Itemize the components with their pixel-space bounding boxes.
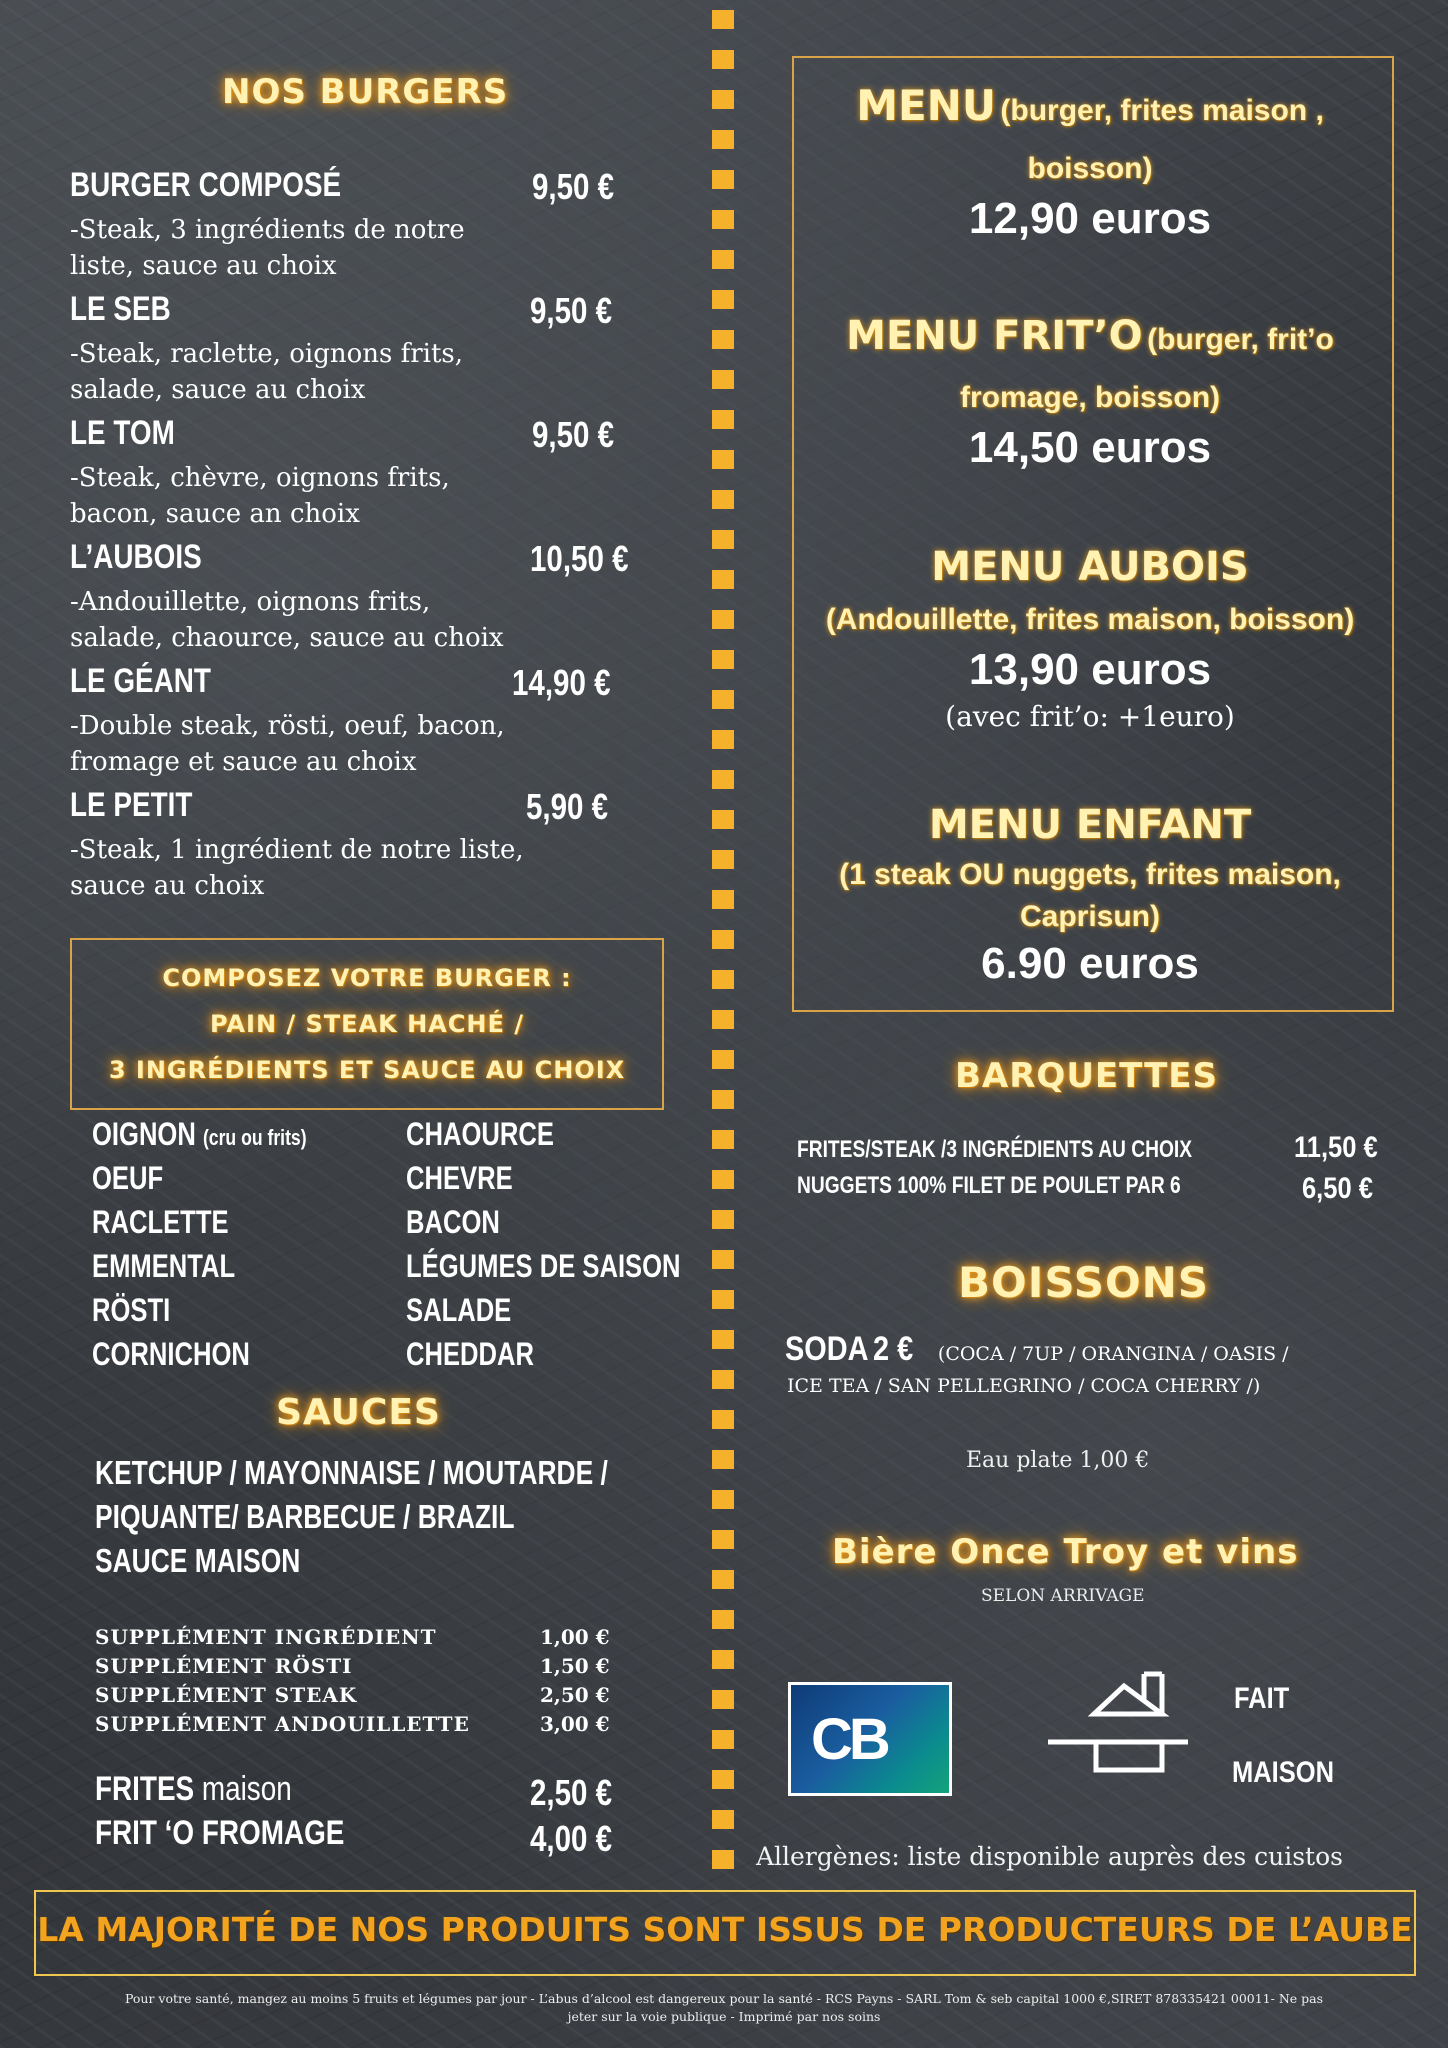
ingredient-item: RÖSTI — [92, 1292, 171, 1328]
divider-dash — [712, 890, 734, 909]
divider-dash — [712, 1530, 734, 1549]
ingredient-item — [92, 1112, 307, 1160]
divider-dash — [712, 1490, 734, 1509]
banner-text: LA MAJORITÉ DE NOS PRODUITS SONT ISSUS DE PRODUCTEURS DE L’AUBE — [37, 1910, 1413, 1949]
divider-dash — [712, 1730, 734, 1749]
burger-desc: bacon, sauce an choix — [70, 499, 360, 529]
barquette-price: 6,50 € — [1302, 1172, 1373, 1205]
soda-line — [785, 1330, 1289, 1369]
divider-dash — [712, 530, 734, 549]
side-label-bold: FRITES — [95, 1770, 202, 1808]
divider-dash — [712, 1330, 734, 1349]
supplement-price: 1,50 € — [540, 1654, 610, 1678]
supplement-label: SUPPLÉMENT INGRÉDIENT — [95, 1625, 437, 1649]
burger-desc: -Steak, chèvre, oignons frits, — [70, 463, 450, 493]
divider-dash — [712, 970, 734, 989]
ingredient-item: OEUF — [92, 1160, 164, 1196]
side-price: 2,50 € — [530, 1772, 613, 1813]
divider-dash — [712, 1410, 734, 1429]
ingredient-item: CHEDDAR — [406, 1336, 534, 1372]
menu-block — [790, 538, 1390, 738]
menu-block — [790, 796, 1390, 990]
fait-maison-label: MAISON — [1232, 1756, 1334, 1789]
ingredient-item: BACON — [406, 1204, 500, 1240]
menu-title: MENU AUBOIS — [931, 544, 1249, 590]
boissons-title: BOISSONS — [958, 1258, 1210, 1307]
divider-dash — [712, 490, 734, 509]
divider-dash — [712, 130, 734, 149]
footer-text — [0, 1990, 1448, 2026]
divider-dash — [712, 250, 734, 269]
barquette-price: 11,50 € — [1294, 1131, 1378, 1164]
sauces-title: SAUCES — [276, 1392, 441, 1433]
menu-price: 13,90 euros — [968, 645, 1212, 694]
ingredient-item: LÉGUMES DE SAISON — [406, 1248, 681, 1284]
sauce-line: PIQUANTE/ BARBECUE / BRAZIL — [95, 1498, 515, 1535]
ingredient-item: RACLETTE — [92, 1204, 229, 1240]
divider-dash — [712, 730, 734, 749]
burger-desc: liste, sauce au choix — [70, 251, 337, 281]
burger-desc: -Steak, raclette, oignons frits, — [70, 339, 464, 369]
soda-price: 2 € — [873, 1330, 914, 1368]
center-dashed-divider — [712, 10, 734, 1900]
side-price: 4,00 € — [530, 1818, 613, 1859]
supplement-label: SUPPLÉMENT RÖSTI — [95, 1654, 353, 1678]
soda-label: SODA — [785, 1330, 869, 1368]
barquettes-title: BARQUETTES — [955, 1056, 1219, 1096]
burger-name: BURGER COMPOSÉ — [70, 166, 342, 204]
divider-dash — [712, 90, 734, 109]
divider-dash — [712, 170, 734, 189]
side-label: FRIT ‘O FROMAGE — [95, 1814, 345, 1852]
sauce-line: KETCHUP / MAYONNAISE / MOUTARDE / — [95, 1454, 608, 1491]
footer-line: jeter sur la voie publique - Imprimé par nos soins — [567, 2009, 881, 2024]
burger-desc: salade, chaource, sauce au choix — [70, 623, 504, 653]
burger-price: 9,50 € — [530, 290, 613, 331]
fait-maison-label: FAIT — [1234, 1682, 1290, 1715]
divider-dash — [712, 1090, 734, 1109]
burger-price: 14,90 € — [512, 662, 611, 703]
divider-dash — [712, 290, 734, 309]
menu-block — [790, 308, 1390, 473]
biere-title: Bière Once Troy et vins — [832, 1532, 1299, 1572]
divider-dash — [712, 450, 734, 469]
ingredient-item: EMMENTAL — [92, 1248, 236, 1284]
side-label-rest: maison — [201, 1770, 292, 1808]
barquette-label: FRITES/STEAK /3 INGRÉDIENTS AU CHOIX — [797, 1136, 1193, 1163]
burgers-title: NOS BURGERS — [222, 72, 509, 112]
menu-title: MENU — [856, 81, 996, 130]
ingredient-note: (cru ou frits) — [202, 1125, 307, 1150]
divider-dash — [712, 370, 734, 389]
divider-dash — [712, 1050, 734, 1069]
burger-price: 5,90 € — [526, 786, 609, 827]
menu-note: (avec frit’o: +1euro) — [945, 700, 1235, 733]
burger-price: 10,50 € — [530, 538, 629, 579]
supplement-label: SUPPLÉMENT STEAK — [95, 1683, 358, 1707]
divider-dash — [712, 1010, 734, 1029]
divider-dash — [712, 1170, 734, 1189]
menu-sub: fromage, boisson) — [959, 381, 1221, 414]
divider-dash — [712, 1450, 734, 1469]
divider-dash — [712, 330, 734, 349]
divider-dash — [712, 1570, 734, 1589]
soda-list: ICE TEA / SAN PELLEGRINO / COCA CHERRY /) — [787, 1375, 1261, 1397]
menu-sub: (burger, frit’o — [1147, 323, 1334, 356]
divider-dash — [712, 1130, 734, 1149]
divider-dash — [712, 1770, 734, 1789]
divider-dash — [712, 650, 734, 669]
ingredient-item: CORNICHON — [92, 1336, 250, 1372]
burger-name: L’AUBOIS — [70, 538, 202, 576]
burger-desc: salade, sauce au choix — [70, 375, 366, 405]
divider-dash — [712, 770, 734, 789]
ingredient-item: CHEVRE — [406, 1160, 513, 1196]
compose-line: COMPOSEZ VOTRE BURGER : — [162, 964, 572, 992]
burger-desc: sauce au choix — [70, 871, 265, 901]
divider-dash — [712, 1850, 734, 1869]
divider-dash — [712, 50, 734, 69]
compose-text — [70, 955, 664, 1093]
compose-line: 3 INGRÉDIENTS ET SAUCE AU CHOIX — [108, 1056, 626, 1084]
menu-title: MENU ENFANT — [928, 802, 1252, 848]
divider-dash — [712, 1210, 734, 1229]
allergens-note: Allergènes: liste disponible auprès des cuistos — [756, 1842, 1343, 1871]
burger-price: 9,50 € — [532, 166, 615, 207]
divider-dash — [712, 1690, 734, 1709]
menu-sub: (1 steak OU nuggets, frites maison, — [839, 858, 1341, 891]
house-icon — [1044, 1666, 1194, 1778]
menu-price: 14,50 euros — [968, 423, 1212, 472]
burger-price: 9,50 € — [532, 414, 615, 455]
divider-dash — [712, 410, 734, 429]
divider-dash — [712, 690, 734, 709]
ingredient-item: CHAOURCE — [406, 1116, 554, 1152]
menu-price: 6.90 euros — [981, 939, 1199, 988]
divider-dash — [712, 1250, 734, 1269]
supplement-price: 2,50 € — [540, 1683, 610, 1707]
burger-name: LE GÉANT — [70, 662, 211, 700]
burger-name: LE SEB — [70, 290, 171, 328]
divider-dash — [712, 10, 734, 29]
divider-dash — [712, 1290, 734, 1309]
menu-sub: (burger, frites maison , — [1000, 94, 1324, 127]
divider-dash — [712, 1610, 734, 1629]
water-item: Eau plate 1,00 € — [966, 1448, 1150, 1473]
divider-dash — [712, 1650, 734, 1669]
divider-dash — [712, 930, 734, 949]
divider-dash — [712, 570, 734, 589]
divider-dash — [712, 210, 734, 229]
divider-dash — [712, 610, 734, 629]
barquette-label: NUGGETS 100% FILET DE POULET PAR 6 — [797, 1172, 1181, 1199]
burger-desc: -Steak, 3 ingrédients de notre — [70, 215, 465, 245]
supplement-label: SUPPLÉMENT ANDOUILLETTE — [95, 1712, 470, 1736]
compose-line: PAIN / STEAK HACHÉ / — [210, 1010, 524, 1038]
ingredient-item: SALADE — [406, 1292, 512, 1328]
sauce-line: SAUCE MAISON — [95, 1542, 301, 1579]
supplement-price: 1,00 € — [540, 1625, 610, 1649]
burger-desc: -Andouillette, oignons frits, — [70, 587, 431, 617]
divider-dash — [712, 810, 734, 829]
biere-sub: SELON ARRIVAGE — [981, 1586, 1145, 1606]
supplement-price: 3,00 € — [540, 1712, 610, 1736]
side-label — [95, 1770, 292, 1809]
menu-sub: boisson) — [1027, 152, 1153, 185]
divider-dash — [712, 1810, 734, 1829]
ingredient-label: OIGNON — [92, 1116, 196, 1152]
burger-desc: -Steak, 1 ingrédient de notre liste, — [70, 835, 524, 865]
footer-line: Pour votre santé, mangez au moins 5 fruits et légumes par jour - L’abus d’alcool est dangereux pour la santé - RCS Payns - SARL Tom & seb capital 1000 €,SIRET 878335421 00011- Ne pas — [124, 1991, 1324, 2006]
burger-name: LE PETIT — [70, 786, 193, 824]
soda-list: (COCA / 7UP / ORANGINA / OASIS / — [937, 1343, 1289, 1365]
menu-block — [790, 78, 1390, 244]
menu-price: 12,90 euros — [968, 194, 1212, 243]
burger-desc: -Double steak, rösti, oeuf, bacon, — [70, 711, 505, 741]
cb-logo — [788, 1682, 952, 1796]
divider-dash — [712, 1370, 734, 1389]
divider-dash — [712, 850, 734, 869]
menu-sub: (Andouillette, frites maison, boisson) — [825, 603, 1355, 636]
menu-title: MENU FRIT’O — [846, 313, 1143, 359]
burger-desc: fromage et sauce au choix — [70, 747, 417, 777]
menu-sub: Caprisun) — [1019, 900, 1160, 933]
burger-name: LE TOM — [70, 414, 175, 452]
cb-logo-text: CB — [811, 1707, 887, 1772]
